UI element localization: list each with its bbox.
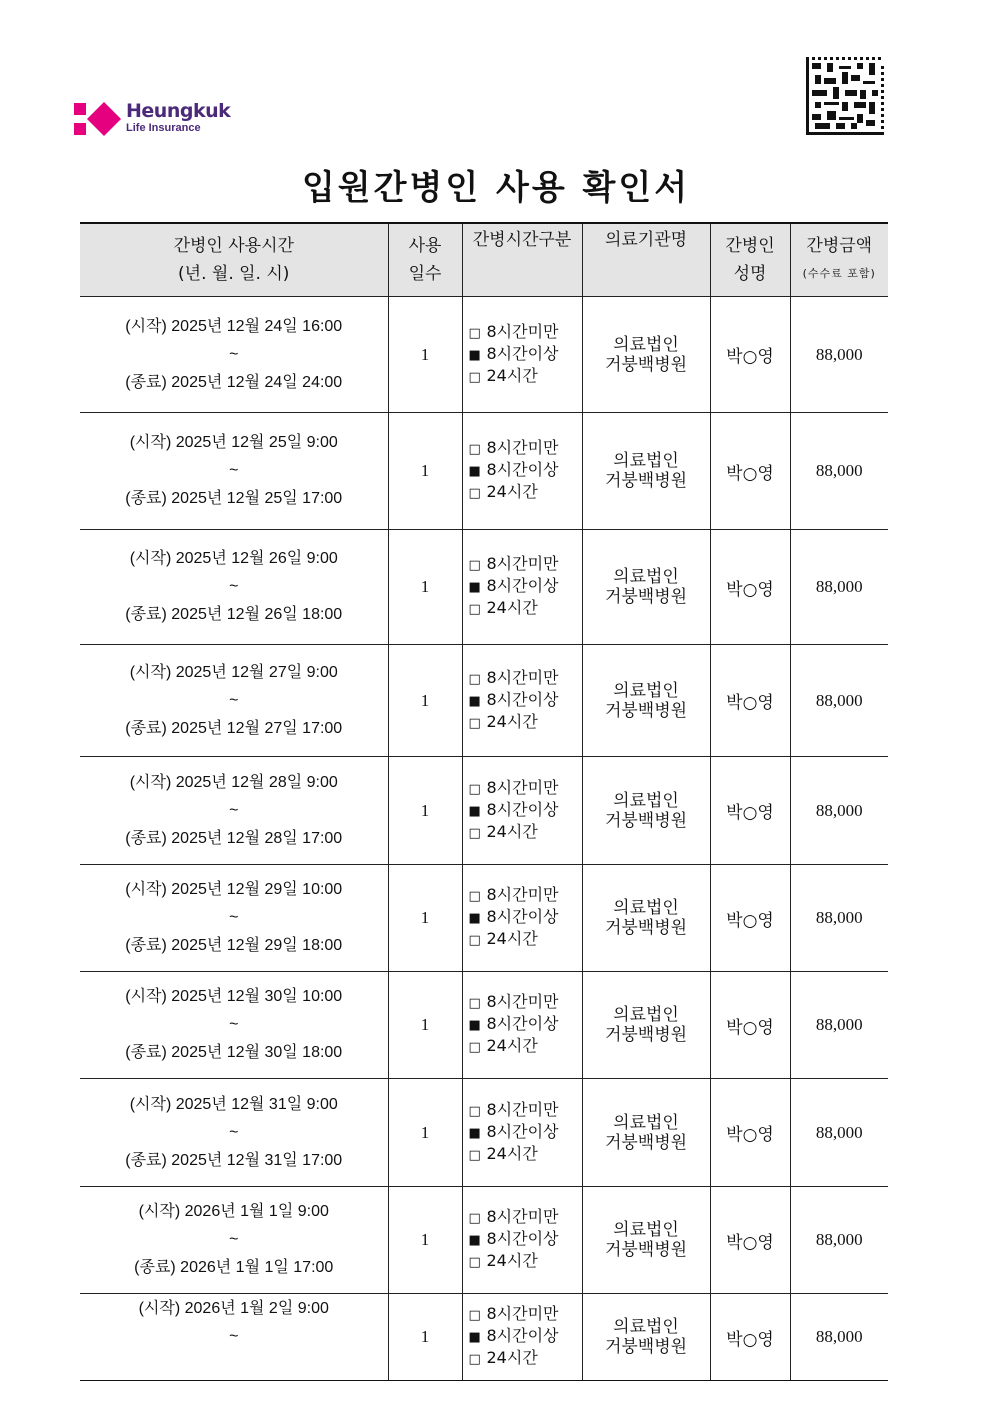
- care-option-label: 8시간이상: [486, 1326, 559, 1345]
- period-tilde: ~: [229, 801, 239, 819]
- period-header: [80, 223, 388, 297]
- care-option-label: 8시간미만: [486, 438, 559, 457]
- care-option-label: 8시간이상: [486, 799, 559, 819]
- hospital-line1: 의료법인: [613, 567, 679, 587]
- hospital-line1: 의료법인: [613, 1220, 679, 1240]
- care-option-label: 8시간이상: [486, 1121, 559, 1141]
- care-option-2: [469, 1122, 582, 1144]
- table-row: [80, 757, 888, 865]
- hospital-cell: [582, 530, 710, 645]
- period-cell: [80, 1294, 388, 1381]
- days-cell: 1: [388, 1187, 462, 1294]
- care-option-label: 24시간: [486, 1143, 538, 1163]
- period-start: (시작) 2025년 12월 28일 9:00: [129, 773, 338, 791]
- period-tilde: ~: [229, 1123, 239, 1141]
- care-option-label: 8시간이상: [486, 460, 559, 479]
- care-option-label: 8시간이상: [486, 576, 559, 595]
- amount-header-line1: 간병금액: [806, 236, 873, 256]
- hospital-line1: 의료법인: [613, 790, 679, 811]
- care-type-cell: [462, 757, 582, 865]
- period-end: (종료) 2025년 12월 31일 17:00: [125, 1151, 343, 1169]
- days-cell: 1: [388, 1294, 462, 1381]
- unchecked-box-icon: □: [468, 825, 481, 841]
- care-option-3: [469, 482, 582, 504]
- amount-cell: 88,000: [790, 1294, 888, 1381]
- period-cell: [80, 757, 388, 865]
- unchecked-box-icon: □: [468, 1255, 481, 1270]
- care-option-label: 8시간미만: [486, 667, 559, 687]
- caregiver-usage-table: [80, 222, 888, 1381]
- amount-cell: 88,000: [790, 972, 888, 1079]
- hospital-line1: 의료법인: [613, 334, 679, 355]
- care-type-cell: [462, 865, 582, 972]
- table-row: [80, 1187, 888, 1294]
- caregiver-name-cell: 박○영: [710, 1294, 790, 1381]
- checked-box-icon: ■: [468, 693, 481, 709]
- period-end: (종료) 2025년 12월 25일 17:00: [125, 490, 343, 507]
- caregiver-name-cell: 박○영: [710, 530, 790, 645]
- unchecked-box-icon: □: [468, 671, 481, 687]
- hospital-cell: [582, 972, 710, 1079]
- amount-cell: 88,000: [790, 413, 888, 530]
- table-row: [80, 297, 888, 413]
- care-option-label: 24시간: [486, 711, 538, 731]
- amount-cell: 88,000: [790, 1079, 888, 1187]
- period-cell: [80, 865, 388, 972]
- hospital-cell: [582, 297, 710, 413]
- care-option-3: [469, 1251, 582, 1273]
- care-type-cell: [462, 972, 582, 1079]
- care-option-label: 24시간: [486, 1251, 538, 1270]
- care-option-label: 8시간미만: [486, 885, 559, 904]
- checked-box-icon: ■: [468, 1330, 481, 1345]
- table-row: [80, 1294, 888, 1381]
- care-option-label: 24시간: [486, 482, 538, 501]
- care-option-1: [469, 322, 582, 344]
- care-type-cell: [462, 530, 582, 645]
- hospital-header: [582, 223, 710, 297]
- care-option-label: 8시간이상: [486, 907, 559, 926]
- care-option-1: [469, 1304, 582, 1326]
- hospital-line2: 거붕백병원: [604, 1132, 688, 1153]
- period-start: (시작) 2025년 12월 29일 10:00: [125, 881, 343, 898]
- period-tilde: ~: [229, 1016, 239, 1033]
- amount-cell: 88,000: [790, 865, 888, 972]
- care-option-2: [469, 690, 582, 712]
- document-title: 입원간병인 사용 확인서: [301, 168, 691, 208]
- days-cell: 1: [388, 530, 462, 645]
- hospital-line2: 거붕백병원: [604, 810, 688, 831]
- period-end: (종료) 2025년 12월 24일 24:00: [125, 373, 343, 391]
- hospital-cell: [582, 645, 710, 757]
- care-option-label: 8시간미만: [486, 554, 559, 573]
- unchecked-box-icon: □: [468, 602, 481, 617]
- caregiver-name-cell: 박○영: [710, 413, 790, 530]
- care-option-label: 24시간: [486, 1348, 538, 1367]
- table-header-row: [80, 223, 888, 297]
- care-type-cell: [462, 645, 582, 757]
- unchecked-box-icon: □: [468, 558, 481, 573]
- care-option-label: 8시간미만: [486, 1099, 559, 1119]
- company-logo: [74, 100, 234, 140]
- days-header: [388, 223, 462, 297]
- checked-box-icon: ■: [468, 464, 481, 479]
- hospital-cell: [582, 757, 710, 865]
- hospital-cell: [582, 1079, 710, 1187]
- period-tilde: ~: [229, 578, 239, 595]
- hospital-line2: 거붕백병원: [604, 1240, 688, 1260]
- amount-cell: 88,000: [790, 1187, 888, 1294]
- caregiver-name-cell: 박○영: [710, 1079, 790, 1187]
- period-header-line2: (년. 월. 일. 시): [178, 264, 290, 284]
- caregiver-name-cell: 박○영: [710, 297, 790, 413]
- period-cell: [80, 297, 388, 413]
- hospital-line2: 거붕백병원: [604, 587, 688, 607]
- care-option-1: [469, 1100, 582, 1122]
- logo-subtitle: Life Insurance: [126, 122, 201, 134]
- table-row: [80, 413, 888, 530]
- period-tilde: ~: [229, 1231, 239, 1248]
- unchecked-box-icon: □: [468, 715, 481, 731]
- amount-cell: 88,000: [790, 645, 888, 757]
- hospital-line1: 의료법인: [613, 1005, 679, 1025]
- period-tilde: ~: [229, 691, 239, 709]
- hospital-line1: 의료법인: [613, 680, 679, 701]
- care-option-label: 8시간이상: [486, 1014, 559, 1033]
- checked-box-icon: ■: [468, 803, 481, 819]
- care-option-2: [469, 1229, 582, 1251]
- hospital-cell: [582, 865, 710, 972]
- period-cell: [80, 1079, 388, 1187]
- care-option-2: [469, 1014, 582, 1036]
- unchecked-box-icon: □: [468, 442, 481, 457]
- qr-code: [806, 57, 884, 135]
- period-start: (시작) 2025년 12월 24일 16:00: [125, 317, 343, 335]
- period-start: (시작) 2026년 1월 1일 9:00: [138, 1203, 329, 1220]
- period-tilde: ~: [229, 345, 239, 363]
- name-header: [710, 223, 790, 297]
- table-row: [80, 865, 888, 972]
- unchecked-box-icon: □: [468, 1040, 481, 1055]
- care-type-cell: [462, 413, 582, 530]
- type-header: [462, 223, 582, 297]
- unchecked-box-icon: □: [468, 1211, 481, 1226]
- checked-box-icon: ■: [468, 1233, 481, 1248]
- period-start: (시작) 2025년 12월 27일 9:00: [129, 663, 338, 681]
- care-option-3: [469, 929, 582, 951]
- care-option-1: [469, 554, 582, 576]
- care-option-label: 24시간: [486, 929, 538, 948]
- care-option-3: [469, 1036, 582, 1058]
- caregiver-name-cell: 박○영: [710, 757, 790, 865]
- table-row: [80, 1079, 888, 1187]
- care-option-2: [469, 344, 582, 366]
- care-option-1: [469, 778, 582, 800]
- type-header-label: 간병시간구분: [472, 230, 572, 250]
- caregiver-name-cell: 박○영: [710, 972, 790, 1079]
- period-cell: [80, 972, 388, 1079]
- unchecked-box-icon: □: [468, 1103, 481, 1119]
- amount-header: [790, 223, 888, 297]
- unchecked-box-icon: □: [468, 486, 481, 501]
- days-cell: 1: [388, 972, 462, 1079]
- care-option-1: [469, 668, 582, 690]
- amount-cell: 88,000: [790, 297, 888, 413]
- care-option-2: [469, 460, 582, 482]
- days-cell: 1: [388, 297, 462, 413]
- unchecked-box-icon: □: [468, 325, 481, 341]
- care-option-1: [469, 992, 582, 1014]
- care-option-1: [469, 885, 582, 907]
- name-header-line2: 성명: [733, 264, 767, 284]
- period-cell: [80, 645, 388, 757]
- checked-box-icon: ■: [468, 1018, 481, 1033]
- period-end: (종료) 2026년 1월 1일 17:00: [134, 1259, 334, 1276]
- care-option-2: [469, 1326, 582, 1348]
- days-header-line1: 사용: [408, 236, 442, 256]
- days-cell: 1: [388, 757, 462, 865]
- days-cell: 1: [388, 1079, 462, 1187]
- period-end: (종료) 2025년 12월 26일 18:00: [125, 606, 343, 623]
- care-option-2: [469, 800, 582, 822]
- care-option-label: 24시간: [486, 821, 538, 841]
- period-start: (시작) 2025년 12월 31일 9:00: [129, 1095, 338, 1113]
- checked-box-icon: ■: [468, 911, 481, 926]
- period-cell: [80, 530, 388, 645]
- care-type-cell: [462, 1187, 582, 1294]
- unchecked-box-icon: □: [468, 933, 481, 948]
- care-option-label: 8시간이상: [486, 1229, 559, 1248]
- care-option-3: [469, 712, 582, 734]
- care-option-3: [469, 822, 582, 844]
- days-cell: 1: [388, 413, 462, 530]
- amount-cell: 88,000: [790, 757, 888, 865]
- care-option-3: [469, 598, 582, 620]
- hospital-line1: 의료법인: [613, 1317, 679, 1337]
- period-start: (시작) 2026년 1월 2일 9:00: [138, 1300, 329, 1317]
- period-end: (종료) 2025년 12월 30일 18:00: [125, 1044, 343, 1061]
- period-start: (시작) 2025년 12월 30일 10:00: [125, 988, 343, 1005]
- hospital-line2: 거붕백병원: [604, 1337, 688, 1357]
- hospital-line1: 의료법인: [613, 1112, 679, 1133]
- days-header-line2: 일수: [408, 264, 442, 284]
- table-row: [80, 645, 888, 757]
- care-option-label: 8시간미만: [486, 992, 559, 1011]
- checked-box-icon: ■: [468, 580, 481, 595]
- hospital-cell: [582, 1294, 710, 1381]
- period-tilde: ~: [229, 1328, 239, 1345]
- unchecked-box-icon: □: [468, 889, 481, 904]
- care-type-cell: [462, 1294, 582, 1381]
- care-type-cell: [462, 297, 582, 413]
- care-option-3: [469, 1144, 582, 1166]
- period-tilde: ~: [229, 909, 239, 926]
- table-row: [80, 972, 888, 1079]
- unchecked-box-icon: □: [468, 1352, 481, 1367]
- period-header-line1: 간병인 사용시간: [173, 236, 294, 256]
- care-option-3: [469, 366, 582, 388]
- hospital-line2: 거붕백병원: [604, 700, 688, 721]
- care-option-1: [469, 438, 582, 460]
- checked-box-icon: ■: [468, 347, 481, 363]
- hospital-line2: 거붕백병원: [604, 354, 688, 375]
- caregiver-name-cell: 박○영: [710, 645, 790, 757]
- period-end: (종료) 2025년 12월 27일 17:00: [125, 719, 343, 737]
- amount-cell: 88,000: [790, 530, 888, 645]
- amount-header-line2: (수수료 포함): [802, 267, 876, 280]
- care-option-2: [469, 907, 582, 929]
- period-tilde: ~: [229, 462, 239, 479]
- hospital-cell: [582, 413, 710, 530]
- hospital-line1: 의료법인: [613, 898, 679, 918]
- unchecked-box-icon: □: [468, 781, 481, 797]
- period-end: [80, 1351, 388, 1379]
- period-end: (종료) 2025년 12월 29일 18:00: [125, 937, 343, 954]
- care-option-label: 8시간미만: [486, 321, 559, 341]
- unchecked-box-icon: □: [468, 369, 481, 385]
- care-option-label: 8시간미만: [486, 1304, 559, 1323]
- care-option-2: [469, 576, 582, 598]
- hospital-line2: 거붕백병원: [604, 918, 688, 938]
- care-option-label: 24시간: [486, 598, 538, 617]
- hospital-cell: [582, 1187, 710, 1294]
- checked-box-icon: ■: [468, 1125, 481, 1141]
- unchecked-box-icon: □: [468, 1147, 481, 1163]
- hospital-line1: 의료법인: [613, 451, 679, 471]
- table-row: [80, 530, 888, 645]
- period-start: (시작) 2025년 12월 25일 9:00: [129, 434, 338, 451]
- care-option-3: [469, 1348, 582, 1370]
- hospital-line2: 거붕백병원: [604, 1025, 688, 1045]
- heungkuk-logo-mark: [74, 102, 124, 136]
- name-header-line1: 간병인: [725, 236, 775, 256]
- days-cell: 1: [388, 645, 462, 757]
- care-option-label: 8시간이상: [486, 343, 559, 363]
- care-type-cell: [462, 1079, 582, 1187]
- period-start: (시작) 2025년 12월 26일 9:00: [129, 550, 338, 567]
- hospital-line2: 거붕백병원: [604, 471, 688, 491]
- hospital-header-label: 의료기관명: [604, 230, 688, 250]
- care-option-label: 8시간이상: [486, 689, 559, 709]
- care-option-label: 8시간미만: [486, 1207, 559, 1226]
- unchecked-box-icon: □: [468, 1308, 481, 1323]
- caregiver-name-cell: 박○영: [710, 865, 790, 972]
- care-option-label: 8시간미만: [486, 777, 559, 797]
- logo-name: Heungkuk: [126, 100, 231, 122]
- care-option-label: 24시간: [486, 1036, 538, 1055]
- caregiver-name-cell: 박○영: [710, 1187, 790, 1294]
- period-end: (종료) 2025년 12월 28일 17:00: [125, 829, 343, 847]
- days-cell: 1: [388, 865, 462, 972]
- care-option-label: 24시간: [486, 365, 538, 385]
- care-option-1: [469, 1207, 582, 1229]
- period-cell: [80, 1187, 388, 1294]
- unchecked-box-icon: □: [468, 996, 481, 1011]
- period-cell: [80, 413, 388, 530]
